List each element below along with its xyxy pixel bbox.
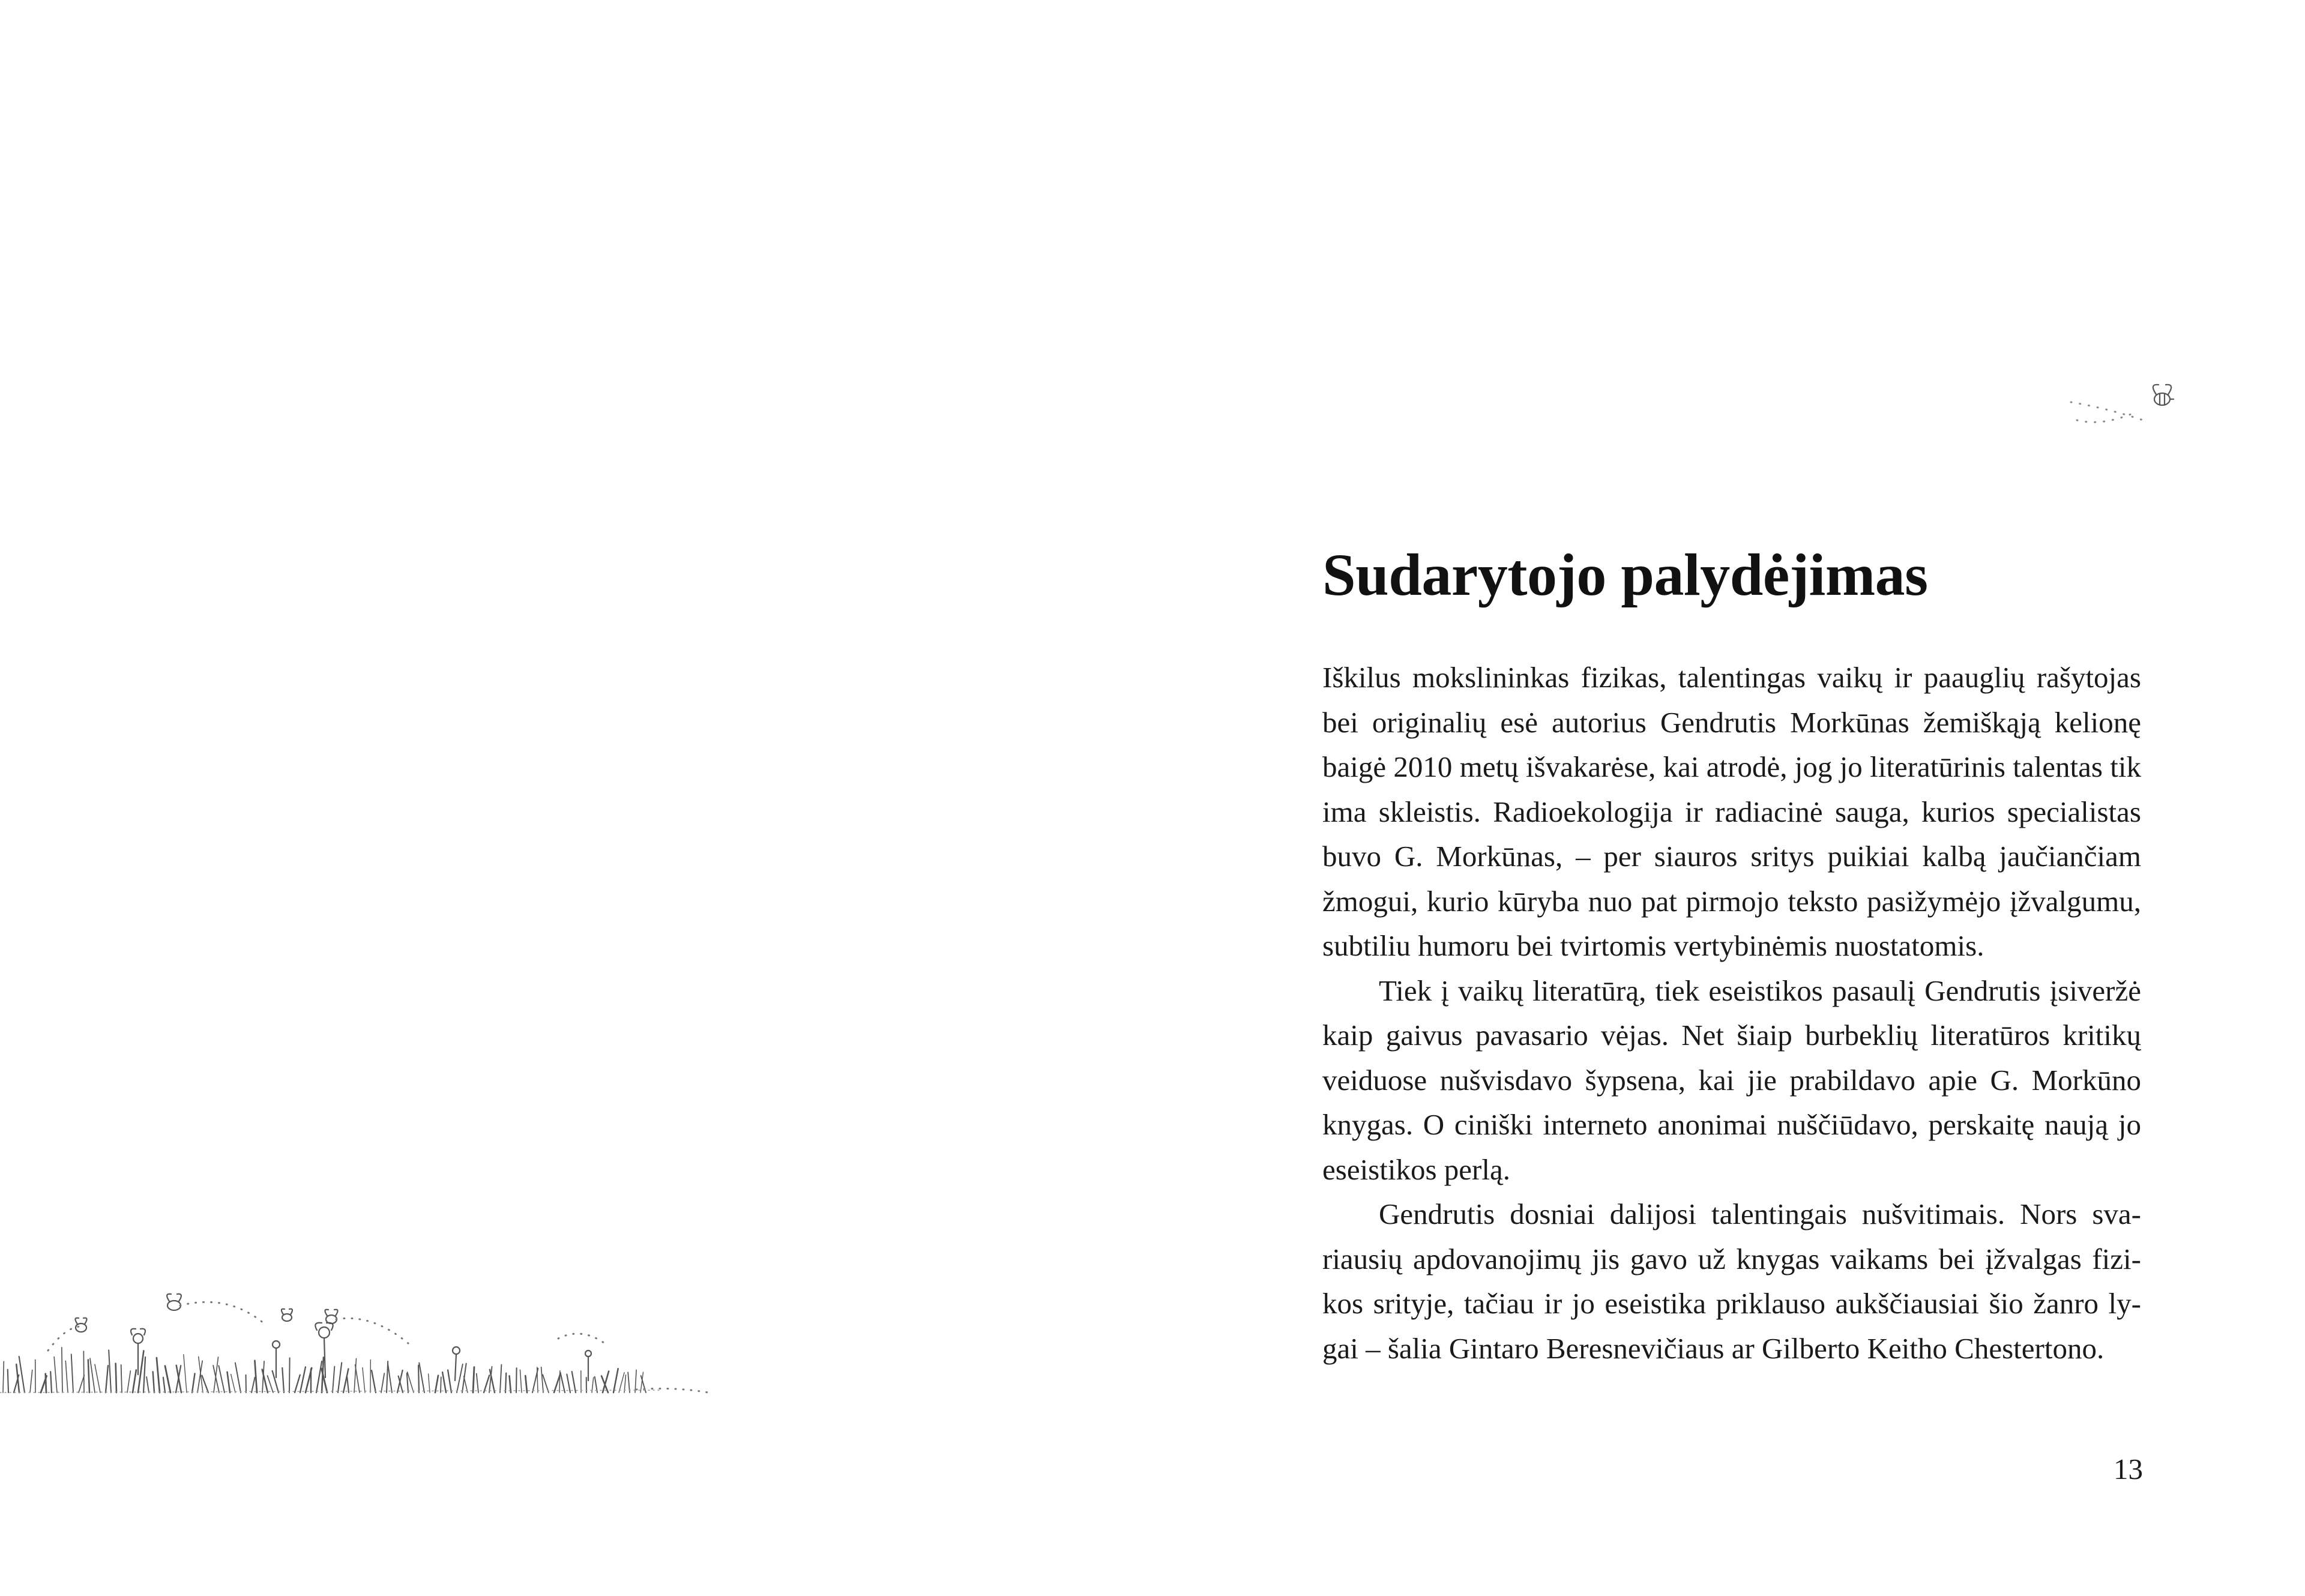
grass-blade (613, 1369, 618, 1393)
grass-blade (143, 1357, 145, 1393)
grass-blade (88, 1360, 89, 1393)
flower-icon (453, 1347, 460, 1381)
grass-blade (457, 1364, 463, 1393)
grass-blade (448, 1370, 451, 1393)
grass-blade (464, 1376, 468, 1393)
grass-blade (282, 1368, 284, 1393)
grass-blade (273, 1371, 279, 1393)
grass-blade (477, 1373, 478, 1393)
grass-blade (407, 1373, 408, 1393)
grass-blade (255, 1361, 257, 1393)
grass-blade (192, 1373, 195, 1393)
grass-blade (30, 1370, 32, 1393)
grass-blade (121, 1365, 122, 1393)
grass-blade (54, 1357, 57, 1393)
grass-blade (235, 1363, 241, 1393)
grass-blade (559, 1371, 560, 1393)
paragraph: Tiek į vaikų literatūrą, tiek eseistikos pasaulį Gendrutis įsiveržė kaip gaivus pavasario vėjas. Net šiaip burbeklių literatūros kritikų veiduose nušvisdavo šypsena, kai jie prabildavo apie G. Morkūno knygas. O ciniški interneto anonimai nuščiūdavo, perskaitę naują jo eseistikos perlą. (1322, 974, 2141, 1186)
grass-blade (138, 1351, 143, 1393)
grass-blade (289, 1358, 290, 1393)
grass-blade (419, 1363, 424, 1393)
grass-blade (252, 1378, 255, 1393)
paragraph: Gendrutis dosniai dalijosi talentingais nušvitimais. Nors svariausių apdovanojimų jis gavo už knygas vaikams bei įžvalgas fizikos srityje, tačiau ir jo eseistika priklauso aukščiausiai šio žanro lygai – šalia Gintaro Beresnevičiaus ar Gilberto Keitho Chestertono. (1322, 1197, 2141, 1365)
ground-line (0, 1390, 660, 1393)
grass-blade (418, 1366, 419, 1393)
grass-blade (227, 1372, 230, 1393)
grass-blade (95, 1364, 100, 1393)
grass-blade (628, 1372, 630, 1393)
grass-blade (520, 1370, 522, 1393)
grass-blade (218, 1366, 224, 1393)
grass-blade (146, 1377, 149, 1393)
bee-icon (325, 1310, 337, 1323)
grass-blade (153, 1372, 154, 1393)
page-number: 13 (2114, 1453, 2143, 1486)
grass-blade (510, 1376, 511, 1393)
grass-blade (473, 1367, 474, 1393)
grass-blade (83, 1351, 84, 1393)
grass-blade (442, 1372, 446, 1393)
grass-blade (16, 1364, 19, 1393)
grass-blade (109, 1350, 111, 1393)
grass-blade (355, 1365, 360, 1393)
grass-blade (295, 1375, 300, 1393)
grass-blade (567, 1375, 570, 1393)
chapter-title: Sudarytojo palydėjimas (1322, 541, 1928, 608)
grass-strokes (0, 1348, 660, 1393)
flower-icon (273, 1341, 280, 1378)
grass-blade (184, 1355, 187, 1393)
grass-blade (163, 1378, 165, 1393)
flower-icon (585, 1351, 591, 1381)
grass-blade (65, 1361, 68, 1393)
grass-blade (516, 1368, 517, 1393)
bee-trail-illustration (2065, 372, 2191, 438)
bee-icon (282, 1309, 292, 1321)
grass-blade (3, 1361, 4, 1393)
grass-blade (347, 1376, 349, 1393)
grass-blade (71, 1354, 73, 1393)
bee-icon (75, 1318, 86, 1332)
grass-blade (316, 1361, 322, 1393)
bee-icon (2153, 385, 2174, 405)
grass-blade (354, 1358, 356, 1393)
grass-blade (90, 1358, 95, 1393)
body-text (1322, 655, 2141, 1371)
grass-blade (133, 1370, 136, 1393)
grass-blade (338, 1363, 342, 1393)
grass-blade (484, 1375, 489, 1393)
left-page (0, 0, 1152, 1596)
grass-blade (50, 1372, 52, 1393)
grass-blade (231, 1375, 235, 1393)
grass-blade (505, 1373, 506, 1393)
grass-blade (127, 1371, 130, 1393)
grass-blade (619, 1373, 624, 1393)
grass-blade (333, 1367, 334, 1393)
bee-icon (167, 1294, 181, 1310)
grass-blade (19, 1357, 25, 1393)
grass-blade (525, 1376, 527, 1393)
grass-blade (165, 1366, 170, 1393)
grass-blade (500, 1365, 501, 1393)
grass-blade (388, 1363, 392, 1393)
paragraph: Iškilus mokslininkas fizikas, talentingas vaikų ir paauglių rašytojas bei originalių esė autorius Gendrutis Morkūnas žemiškąją kelionę baigė 2010 metų išvakarėse, kai atrodė, jog jo literatūrinis talentas tik ima skleistis. Radioekologija ir radiacinė sauga, kurios specialistas buvo G. Morkūnas, – per siauros sritys puikiai kalbą jaučiančiam žmogui, kurio kūryba nuo pat pirmojo teksto pasižymėjo įžvalgumu, subtiliu humoru bei tvirtomis vertybinėmis nuostatomis. (1322, 661, 2141, 962)
grass-blade (363, 1368, 365, 1393)
grass-blade (543, 1375, 549, 1393)
grass-blade (106, 1366, 108, 1393)
grass-blade (372, 1370, 376, 1393)
grass-blade (572, 1372, 576, 1393)
grass-blade (268, 1376, 273, 1393)
grass-blade (541, 1367, 543, 1393)
grass-blade (157, 1358, 160, 1393)
grass-blade (300, 1367, 306, 1393)
grass-blade (435, 1376, 438, 1393)
flower-icon (315, 1323, 333, 1378)
meadow-illustration (0, 1248, 720, 1405)
grass-blade (429, 1374, 430, 1393)
grass-blade (381, 1373, 384, 1393)
grass-blade (560, 1373, 565, 1393)
